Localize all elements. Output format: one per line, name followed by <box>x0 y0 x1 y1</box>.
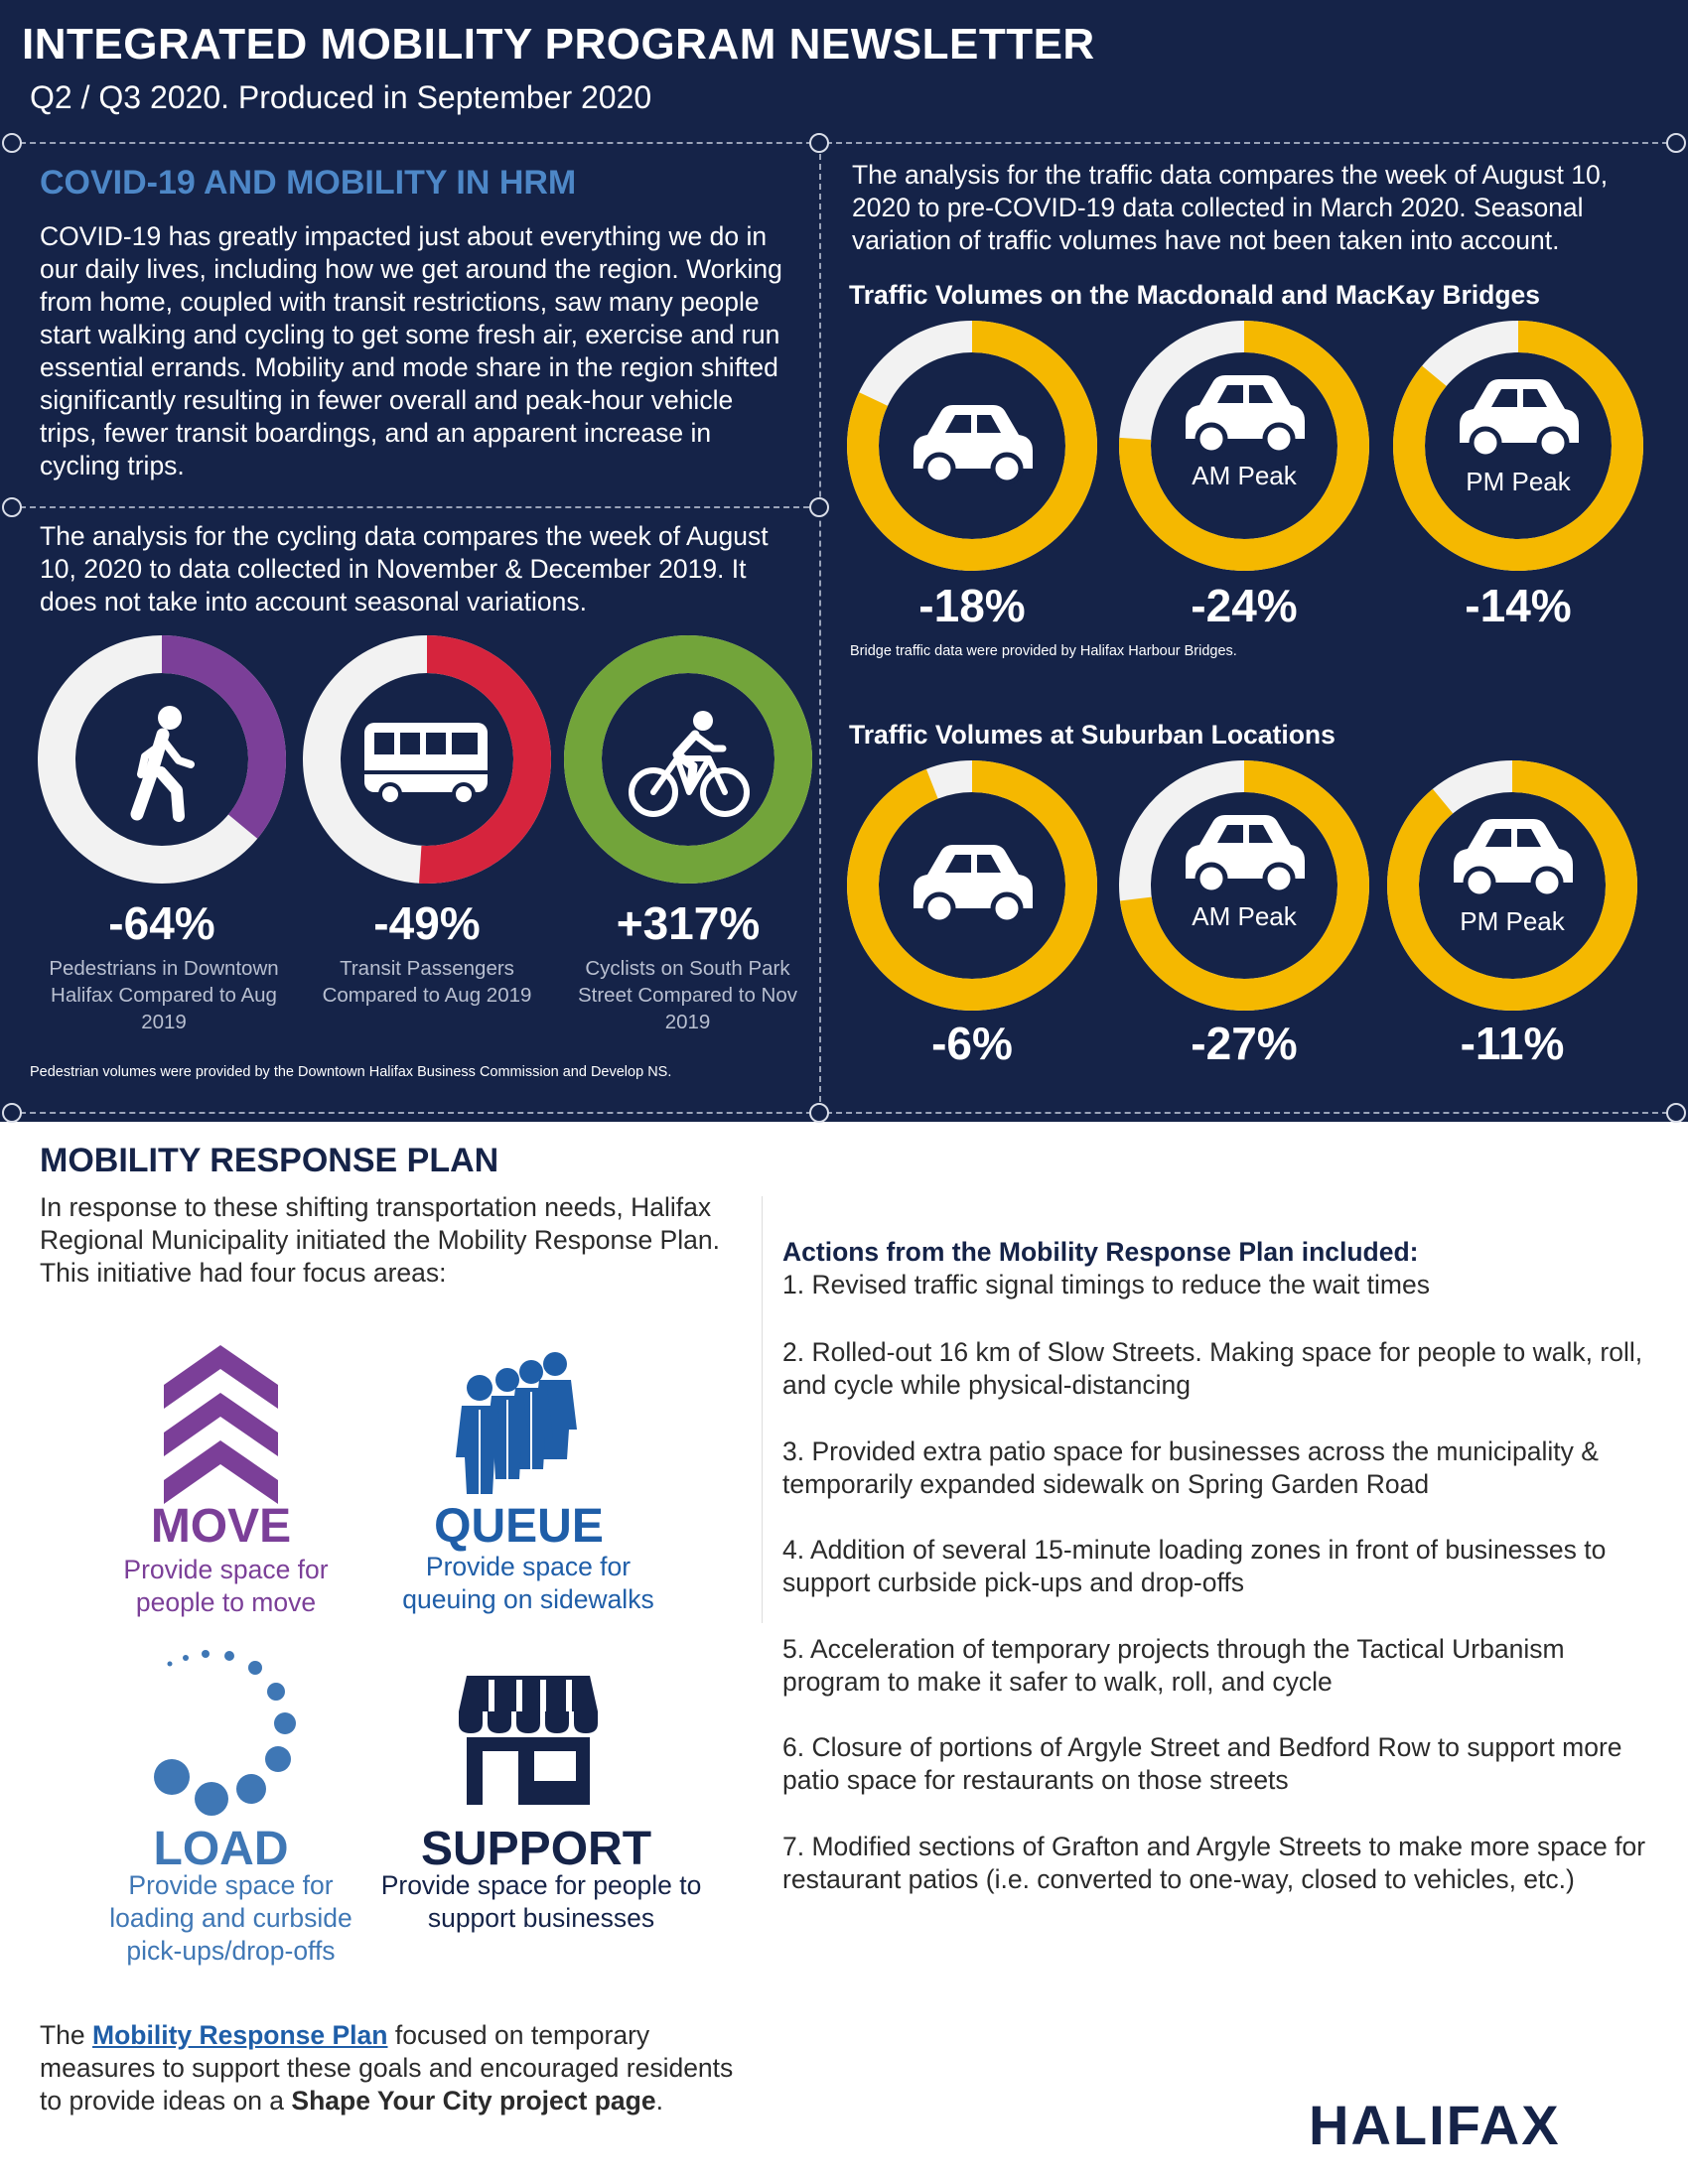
divider-top <box>10 142 1678 144</box>
suburban-donut-chart <box>1118 759 1370 1012</box>
mrp-footer-text: . <box>655 2086 663 2116</box>
car-icon <box>1186 375 1305 453</box>
storefront-icon <box>459 1676 598 1805</box>
car-icon <box>1186 815 1305 892</box>
mode-value: -64% <box>108 897 215 949</box>
bridges-donut-am <box>1118 320 1370 572</box>
action-item: 5. Acceleration of temporary projects through the Tactical Urbanism program to make it safer to walk, roll, and cycle <box>782 1634 1565 1697</box>
mode-caption: Cyclists on South Park Street Compared to Nov 2019 <box>577 957 798 1033</box>
divider-node <box>1666 1103 1686 1123</box>
mode-note: Pedestrian volumes were provided by the Downtown Halifax Business Commission and Develop NS. <box>30 1064 672 1080</box>
suburban-title: Traffic Volumes at Suburban Locations <box>849 720 1336 750</box>
divider-node <box>809 497 829 517</box>
loading-dots-icon <box>134 1648 303 1827</box>
action-item: 2. Rolled-out 16 km of Slow Streets. Making space for people to walk, roll, and cycle while physical-distancing <box>782 1337 1643 1400</box>
action-item: 3. Provided extra patio space for businesses across the municipality & temporarily expanded sidewalk on Spring Garden Road <box>782 1436 1599 1499</box>
suburban-donut-chart <box>1386 759 1638 1012</box>
mode-value: +317% <box>616 897 761 949</box>
focus-label-queue: QUEUE <box>434 1500 604 1553</box>
mrp-divider <box>762 1196 763 1623</box>
pedestrian-donut <box>38 635 286 884</box>
pedestrian-donut-chart <box>38 635 286 884</box>
bus-icon <box>364 723 488 804</box>
action-item: 6. Closure of portions of Argyle Street and Bedford Row to support more patio space for restaurants on those streets <box>782 1732 1622 1795</box>
donut-peak-label: PM Peak <box>1466 467 1571 496</box>
mode-caption: Pedestrians in Downtown Halifax Compared to Aug 2019 <box>49 957 279 1033</box>
cycling-intro: The analysis for the cycling data compares the week of August 10, 2020 to data collected in November & December 2019. It does not take into account seasonal variations. <box>40 521 769 616</box>
focus-label-load: LOAD <box>153 1823 289 1875</box>
bridges-donut-chart <box>1392 320 1644 572</box>
car-icon <box>914 845 1033 922</box>
page-subtitle: Q2 / Q3 2020. Produced in September 2020 <box>30 79 652 115</box>
divider-node <box>2 497 22 517</box>
bridges-value: -14% <box>1465 580 1572 631</box>
divider-bottom <box>10 1112 1678 1114</box>
donut-arc <box>1403 776 1621 995</box>
bridges-title: Traffic Volumes on the Macdonald and MacKay Bridges <box>849 280 1541 310</box>
chevrons-up-icon <box>164 1345 278 1504</box>
action-item: 7. Modified sections of Grafton and Argyle Streets to make more space for restaurant patios (i.e. converted to one-way, closed to vehicles, etc.) <box>782 1832 1646 1894</box>
mode-value: -49% <box>373 897 481 949</box>
cyclist-donut-chart <box>564 635 812 884</box>
suburban-value: -11% <box>1460 1018 1565 1069</box>
page-title: INTEGRATED MOBILITY PROGRAM NEWSLETTER <box>22 20 1095 68</box>
bridges-donut-chart <box>846 320 1098 572</box>
actions-heading: Actions from the Mobility Response Plan included: <box>782 1237 1419 1267</box>
bridges-donut-pm <box>1392 320 1644 572</box>
divider-node <box>809 1103 829 1123</box>
bridges-donut-chart <box>1118 320 1370 572</box>
divider-node <box>809 133 829 153</box>
focus-desc-load: Provide space for loading and curbside pick-ups/drop-offs <box>109 1870 352 1966</box>
mrp-title: MOBILITY RESPONSE PLAN <box>40 1142 499 1179</box>
donut-peak-label: PM Peak <box>1460 906 1565 936</box>
focus-label-support: SUPPORT <box>420 1823 652 1875</box>
car-icon <box>1454 819 1573 896</box>
bridges-value: -18% <box>918 580 1026 631</box>
mrp-footer <box>40 2019 755 2117</box>
mrp-footer-text: focused on temporary measures to support these goals and encouraged residents to provide ideas on a <box>40 2020 734 2116</box>
suburban-donut-pm <box>1386 759 1638 1012</box>
divider-node <box>2 1103 22 1123</box>
action-item: 1. Revised traffic signal timings to reduce the wait times <box>782 1270 1430 1299</box>
donut-peak-label: AM Peak <box>1192 901 1297 931</box>
action-item: 4. Addition of several 15-minute loading zones in front of businesses to support curbside pick-ups and drop-offs <box>782 1535 1607 1597</box>
suburban-value: -27% <box>1191 1018 1298 1069</box>
divider-vertical <box>819 144 821 1112</box>
bicycle-icon <box>632 711 747 814</box>
focus-desc-move: Provide space for people to move <box>123 1555 329 1617</box>
mode-caption: Transit Passengers Compared to Aug 2019 <box>322 957 532 1007</box>
pedestrian-icon <box>137 706 191 816</box>
suburban-donut-am <box>1118 759 1370 1012</box>
suburban-donut-total <box>846 759 1098 1012</box>
focus-desc-support: Provide space for people to support businesses <box>380 1870 702 1933</box>
transit-donut <box>303 635 551 884</box>
focus-desc-queue: Provide space for queuing on sidewalks <box>402 1552 654 1614</box>
divider-node <box>2 133 22 153</box>
car-icon <box>1460 379 1579 457</box>
mrp-footer-text: The <box>40 2020 93 2050</box>
transit-donut-chart <box>303 635 551 884</box>
bridges-value: -24% <box>1191 580 1298 631</box>
covid-body: COVID-19 has greatly impacted just about everything we do in our daily lives, including how we get around the region. Working from home, coupled with transit restrictions, saw many people start walking and cycling to get some fresh air, exercise and run essential errands. Mobility and mode share in the region shifted significantly resulting in fewer overall and peak-hour vehicle trips, fewer transit boardings, and an apparent increase in cycling trips. <box>40 221 782 480</box>
divider-node <box>1666 133 1686 153</box>
divider-left-middle <box>10 506 819 508</box>
bridges-donut-total <box>846 320 1098 572</box>
donut-peak-label: AM Peak <box>1192 461 1297 490</box>
cyclist-donut <box>564 635 812 884</box>
mrp-intro: In response to these shifting transportation needs, Halifax Regional Municipality initiated the Mobility Response Plan. This initiative had four focus areas: <box>40 1192 720 1288</box>
suburban-value: -6% <box>931 1018 1013 1069</box>
focus-label-move: MOVE <box>150 1500 292 1553</box>
shape-your-city-text: Shape Your City project page <box>291 2086 656 2116</box>
covid-title: COVID-19 AND MOBILITY IN HRM <box>40 164 577 202</box>
queue-people-icon <box>452 1350 581 1494</box>
mrp-link[interactable]: Mobility Response Plan <box>92 2020 388 2050</box>
suburban-donut-chart <box>846 759 1098 1012</box>
traffic-intro: The analysis for the traffic data compares the week of August 10, 2020 to pre-COVID-19 data collected in March 2020. Seasonal variation of traffic volumes have not been taken into account. <box>852 160 1609 255</box>
halifax-logo: HALIFAX <box>1309 2094 1561 2156</box>
bridges-note: Bridge traffic data were provided by Halifax Harbour Bridges. <box>850 643 1237 659</box>
car-icon <box>914 405 1033 482</box>
